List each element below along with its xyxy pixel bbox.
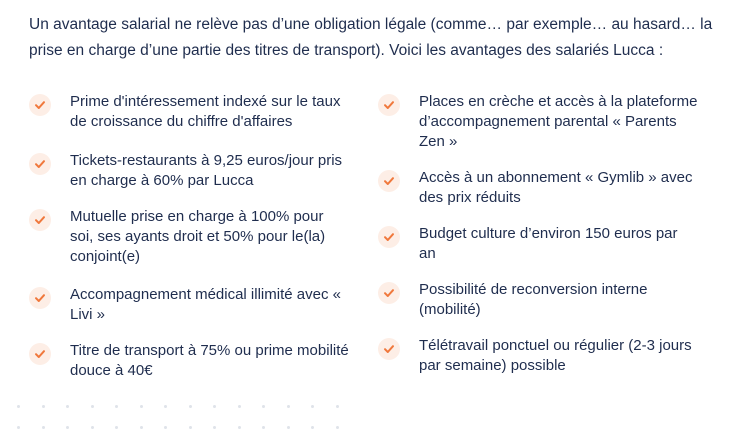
list-item bbox=[378, 336, 698, 376]
check-icon bbox=[378, 226, 400, 248]
list-item-text: Budget culture d’environ 150 euros par an bbox=[419, 225, 678, 262]
list-item-text: Tickets-restaurants à 9,25 euros/jour pris en charge à 60% par Lucca bbox=[70, 152, 343, 189]
check-icon bbox=[29, 153, 51, 175]
list-item bbox=[29, 341, 349, 381]
list-item bbox=[29, 92, 349, 151]
check-icon bbox=[378, 94, 400, 116]
list-item bbox=[29, 151, 349, 207]
list-item bbox=[29, 285, 349, 341]
benefits-list-left bbox=[29, 92, 349, 381]
benefits-list-right bbox=[378, 92, 698, 376]
list-item bbox=[378, 224, 698, 280]
list-item-text: Mutuelle prise en charge à 100% pour soi, ses ayants droit et 50% pour le(la) conjoint(e) bbox=[70, 208, 326, 265]
check-icon bbox=[378, 282, 400, 304]
intro-paragraph: Un avantage salarial ne relève pas d’une obligation légale (comme… par exemple… au hasard… la prise en charge d’une partie des titres de transport). Voici les avantages des salariés Lucca : bbox=[29, 16, 713, 59]
list-item-text: Télétravail ponctuel ou régulier (2-3 jours par semaine) possible bbox=[419, 337, 692, 374]
list-item-text: Accès à un abonnement « Gymlib » avec des prix réduits bbox=[419, 169, 693, 206]
check-icon bbox=[29, 209, 51, 231]
list-item-text: Prime d'intéressement indexé sur le taux de croissance du chiffre d'affaires bbox=[70, 93, 341, 130]
list-item bbox=[29, 207, 349, 285]
list-item-text: Titre de transport à 75% ou prime mobilité douce à 40€ bbox=[70, 342, 349, 379]
check-icon bbox=[29, 287, 51, 309]
check-icon bbox=[29, 94, 51, 116]
check-icon bbox=[29, 343, 51, 365]
decorative-dot-pattern bbox=[17, 405, 342, 429]
list-item-text: Possibilité de reconversion interne (mobilité) bbox=[419, 281, 648, 318]
check-icon bbox=[378, 338, 400, 360]
list-item bbox=[378, 280, 698, 336]
list-item bbox=[378, 168, 698, 224]
list-item bbox=[378, 92, 698, 168]
check-icon bbox=[378, 170, 400, 192]
list-item-text: Accompagnement médical illimité avec « Livi » bbox=[70, 286, 341, 323]
list-item-text: Places en crèche et accès à la plateforme d’accompagnement parental « Parents Zen » bbox=[419, 93, 698, 150]
